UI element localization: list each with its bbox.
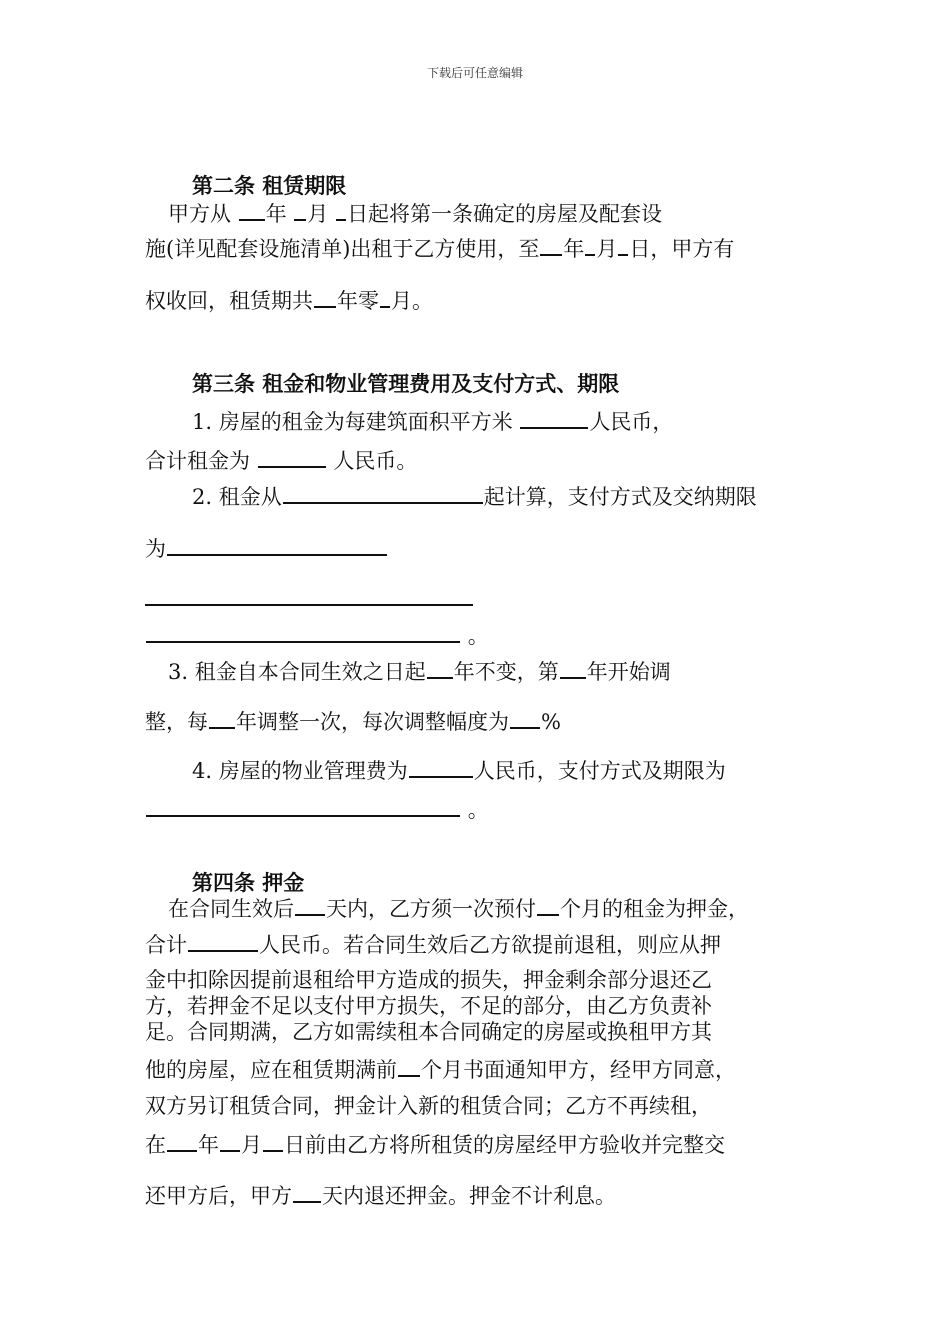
text: 他的房屋，应在租赁期满前: [145, 1058, 397, 1082]
text: 整，每: [145, 710, 208, 734]
text: 年不变，第: [453, 660, 559, 684]
section-4-line-6: [145, 1058, 736, 1081]
text: 年开始调: [586, 660, 671, 684]
text: 年: [265, 202, 287, 226]
blank-field: [258, 449, 326, 468]
blank-field: [560, 660, 586, 679]
section-2-line-1: [168, 202, 662, 225]
text: 年零: [337, 289, 379, 313]
text: 日，甲方有: [629, 237, 735, 261]
text: 年: [563, 237, 585, 261]
section-4-line-9: [145, 1184, 616, 1207]
blank-field: [409, 759, 473, 778]
blank-field: [314, 289, 336, 308]
section-3-heading: 第三条 租金和物业管理费用及支付方式、期限: [192, 371, 620, 396]
text: %: [541, 710, 561, 734]
text: 还甲方后，甲方: [145, 1184, 292, 1208]
blank-field: [380, 289, 390, 308]
blank-line: [145, 604, 473, 606]
text: 人民币，支付方式及期限为: [473, 759, 726, 783]
text: 人民币。若合同生效后乙方欲提前退租，则应从押: [259, 933, 721, 957]
text: 天内，乙方须一次预付: [326, 897, 536, 921]
blank-field: [585, 237, 595, 256]
blank-field: [167, 537, 387, 556]
blank-field: [146, 624, 460, 643]
blank-field: [263, 1133, 283, 1152]
section-4-line-7: 双方另订租赁合同，押金计入新的租赁合同；乙方不再续租，: [145, 1094, 712, 1118]
blank-field: [220, 1133, 240, 1152]
section-2-heading: 第二条 租赁期限: [192, 173, 347, 198]
blank-field: [510, 710, 540, 729]
section-3-item-4-line-2: [145, 798, 489, 821]
text: 日起将第一条确定的房屋及配套设: [347, 202, 663, 226]
blank-field: [146, 798, 460, 817]
text: 2. 租金从: [192, 485, 282, 509]
text: 4. 房屋的物业管理费为: [192, 759, 408, 783]
text: 年: [198, 1133, 219, 1157]
section-3-item-1-line-2: [145, 449, 417, 472]
text: 3. 租金自本合同生效之日起: [168, 660, 426, 684]
section-3-item-3-line-2: [145, 710, 561, 733]
text: 为: [145, 537, 166, 561]
section-4-line-2: [145, 933, 721, 956]
section-4-line-5: 足。合同期满，乙方如需续租本合同确定的房屋或换租甲方其: [145, 1020, 712, 1044]
text: 施(详见配套设施清单)出租于乙方使用，至: [145, 237, 540, 261]
header-note: 下载后可任意编辑: [426, 66, 523, 80]
section-4-line-8: [145, 1133, 725, 1156]
text: 人民币，: [589, 410, 674, 434]
text: 月: [241, 1133, 262, 1157]
blank-field: [398, 1058, 420, 1077]
blank-field: [427, 660, 453, 679]
text: 个月书面通知甲方，经甲方同意，: [421, 1058, 736, 1082]
blank-field: [188, 933, 258, 952]
section-3-item-3-line-1: [168, 660, 671, 683]
blank-field: [293, 1184, 321, 1203]
section-2-line-2: [145, 237, 734, 260]
blank-field: [294, 202, 306, 221]
blank-field: [336, 202, 346, 221]
text: 日前由乙方将所租赁的房屋经甲方验收并完整交: [284, 1133, 725, 1157]
section-3-item-1-line-1: [192, 410, 673, 433]
section-4-line-1: [168, 897, 749, 920]
blank-field: [520, 410, 588, 429]
text: 合计: [145, 933, 187, 957]
text: 。: [467, 624, 489, 648]
blank-field: [537, 897, 559, 916]
section-2-line-3: [145, 289, 433, 312]
blank-field: [295, 897, 325, 916]
text: 人民币。: [333, 449, 418, 473]
section-3-item-2-line-2: [145, 537, 388, 560]
section-3-item-2-line-1: [192, 485, 757, 508]
blank-field: [167, 1133, 197, 1152]
text: 。: [467, 798, 489, 822]
blank-field: [239, 202, 265, 221]
blank-field: [283, 485, 483, 504]
section-4-line-4: 方，若押金不足以支付甲方损失，不足的部分，由乙方负责补: [145, 994, 712, 1018]
text: 起计算，支付方式及交纳期限: [483, 485, 757, 509]
text: 权收回，租赁期共: [145, 289, 313, 313]
text: 个月的租金为押金，: [560, 897, 749, 921]
text: 月。: [391, 289, 433, 313]
blank-field: [540, 237, 562, 256]
section-3-item-4-line-1: [192, 759, 726, 782]
blank-field: [618, 237, 628, 256]
text: 在合同生效后: [168, 897, 294, 921]
text: 合计租金为: [145, 449, 250, 473]
text: 1. 房屋的租金为每建筑面积平方米: [192, 410, 513, 434]
text: 在: [145, 1133, 166, 1157]
text: 月: [596, 237, 618, 261]
text: 年调整一次，每次调整幅度为: [236, 710, 509, 734]
text: 月: [307, 202, 329, 226]
blank-field: [209, 710, 235, 729]
text: 天内退还押金。押金不计利息。: [322, 1184, 616, 1208]
section-4-line-3: 金中扣除因提前退租给甲方造成的损失，押金剩余部分退还乙: [145, 968, 712, 992]
section-4-heading: 第四条 押金: [192, 870, 305, 895]
section-3-item-2-line-4: [145, 624, 489, 647]
text: 甲方从: [168, 202, 231, 226]
